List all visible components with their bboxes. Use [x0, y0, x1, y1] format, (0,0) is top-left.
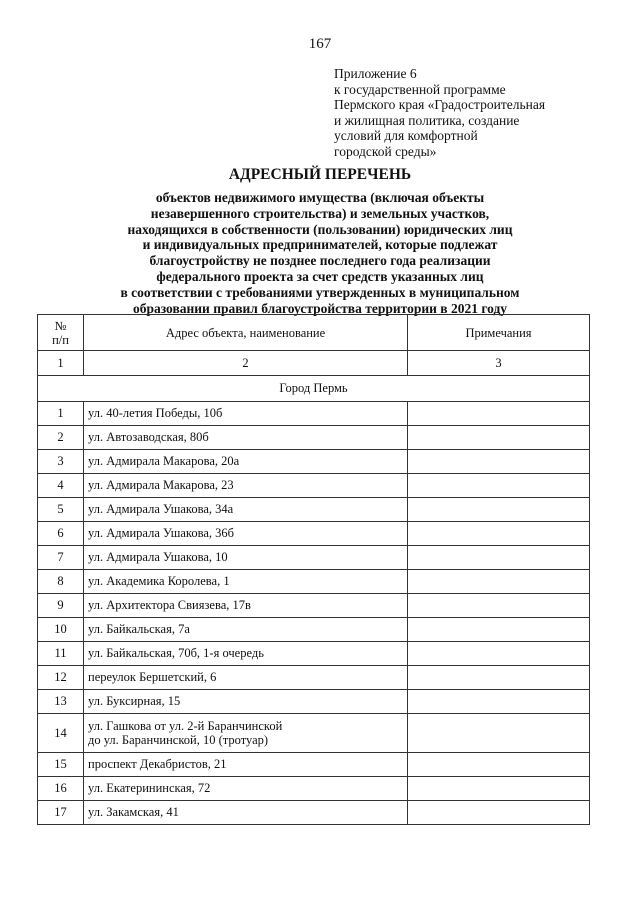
row-number: 13: [38, 690, 84, 714]
table-header-row: [38, 315, 590, 351]
row-address: [84, 714, 408, 753]
row-number: 9: [38, 594, 84, 618]
row-address: ул. Адмирала Ушакова, 34а: [84, 498, 408, 522]
appendix-line: и жилищная политика, создание: [334, 112, 520, 128]
row-address: ул. Адмирала Макарова, 20а: [84, 450, 408, 474]
table-row: [38, 426, 590, 450]
row-number: 3: [38, 450, 84, 474]
row-note: [408, 426, 590, 450]
row-address: ул. Автозаводская, 80б: [84, 426, 408, 450]
row-address: ул. Архитектора Свиязева, 17в: [84, 594, 408, 618]
table-row: [38, 474, 590, 498]
row-address: ул. Закамская, 41: [84, 801, 408, 825]
appendix-line: городской среды»: [334, 143, 437, 159]
table-row: [38, 642, 590, 666]
column-number: 1: [38, 351, 84, 376]
row-note: [408, 642, 590, 666]
row-address: ул. Буксирная, 15: [84, 690, 408, 714]
row-note: [408, 753, 590, 777]
table-row: [38, 570, 590, 594]
table-row: [38, 801, 590, 825]
appendix-block: [334, 66, 634, 159]
row-address-line: ул. Гашкова от ул. 2-й Баранчинской: [88, 719, 283, 733]
row-number: 4: [38, 474, 84, 498]
section-row: [38, 376, 590, 402]
row-number: 17: [38, 801, 84, 825]
row-number: 8: [38, 570, 84, 594]
header-number: [38, 315, 84, 351]
row-address: ул. Байкальская, 70б, 1-я очередь: [84, 642, 408, 666]
row-note: [408, 450, 590, 474]
row-address: переулок Бершетский, 6: [84, 666, 408, 690]
header-notes: Примечания: [408, 315, 590, 351]
row-note: [408, 714, 590, 753]
page-number: 167: [308, 36, 332, 52]
row-note: [408, 801, 590, 825]
table-row: [38, 666, 590, 690]
row-number: 16: [38, 777, 84, 801]
header-address: Адрес объекта, наименование: [84, 315, 408, 351]
row-number: 5: [38, 498, 84, 522]
table-row: [38, 777, 590, 801]
document-title: АДРЕСНЫЙ ПЕРЕЧЕНЬ: [228, 166, 412, 183]
subtitle-line: в соответствии с требованиями утвержденных в муниципальном: [120, 284, 520, 300]
table-row: [38, 402, 590, 426]
column-number: 2: [84, 351, 408, 376]
column-number-row: [38, 351, 590, 376]
row-address: ул. 40-летия Победы, 10б: [84, 402, 408, 426]
section-title: Город Пермь: [38, 376, 590, 402]
row-number: 14: [38, 714, 84, 753]
table-row: [38, 522, 590, 546]
row-address: ул. Адмирала Макарова, 23: [84, 474, 408, 498]
address-table: [37, 314, 590, 825]
row-note: [408, 777, 590, 801]
row-address: ул. Адмирала Ушакова, 10: [84, 546, 408, 570]
header-number-line2: п/п: [52, 332, 69, 347]
row-note: [408, 690, 590, 714]
row-note: [408, 402, 590, 426]
table-row: [38, 618, 590, 642]
row-number: 12: [38, 666, 84, 690]
column-number: 3: [408, 351, 590, 376]
table-row: [38, 753, 590, 777]
subtitle-line: федерального проекта за счет средств указанных лиц: [156, 268, 484, 284]
appendix-line: к государственной программе: [334, 81, 506, 97]
appendix-line: Приложение 6: [334, 66, 417, 81]
row-address: ул. Адмирала Ушакова, 36б: [84, 522, 408, 546]
row-note: [408, 618, 590, 642]
row-number: 15: [38, 753, 84, 777]
table-row: [38, 690, 590, 714]
appendix-line: Пермского края «Градостроительная: [334, 97, 546, 112]
row-note: [408, 594, 590, 618]
subtitle-line: и индивидуальных предпринимателей, которые подлежат: [142, 237, 498, 253]
row-address-line: до ул. Баранчинской, 10 (тротуар): [88, 733, 269, 747]
row-note: [408, 498, 590, 522]
subtitle-line: благоустройству не позднее последнего года реализации: [149, 253, 491, 269]
row-note: [408, 522, 590, 546]
row-number: 1: [38, 402, 84, 426]
row-address: ул. Байкальская, 7а: [84, 618, 408, 642]
row-note: [408, 474, 590, 498]
row-number: 7: [38, 546, 84, 570]
row-number: 6: [38, 522, 84, 546]
table-row: [38, 594, 590, 618]
row-note: [408, 546, 590, 570]
subtitle-line: находящихся в собственности (пользовании) юридических лиц: [127, 221, 513, 237]
row-address: ул. Екатерининская, 72: [84, 777, 408, 801]
row-number: 2: [38, 426, 84, 450]
appendix-line: условий для комфортной: [334, 128, 478, 143]
row-note: [408, 570, 590, 594]
table-row: [38, 498, 590, 522]
row-address: проспект Декабристов, 21: [84, 753, 408, 777]
header-number-line1: №: [54, 318, 67, 333]
row-number: 11: [38, 642, 84, 666]
document-subtitle: [0, 190, 640, 316]
subtitle-line: объектов недвижимого имущества (включая объекты: [155, 190, 485, 205]
row-address: ул. Академика Королева, 1: [84, 570, 408, 594]
table-row: [38, 546, 590, 570]
table-row: [38, 714, 590, 753]
subtitle-line: незавершенного строительства) и земельных участков,: [150, 205, 490, 221]
row-note: [408, 666, 590, 690]
table-row: [38, 450, 590, 474]
subtitle-line: образовании правил благоустройства территории в 2021 году: [132, 300, 508, 316]
row-number: 10: [38, 618, 84, 642]
